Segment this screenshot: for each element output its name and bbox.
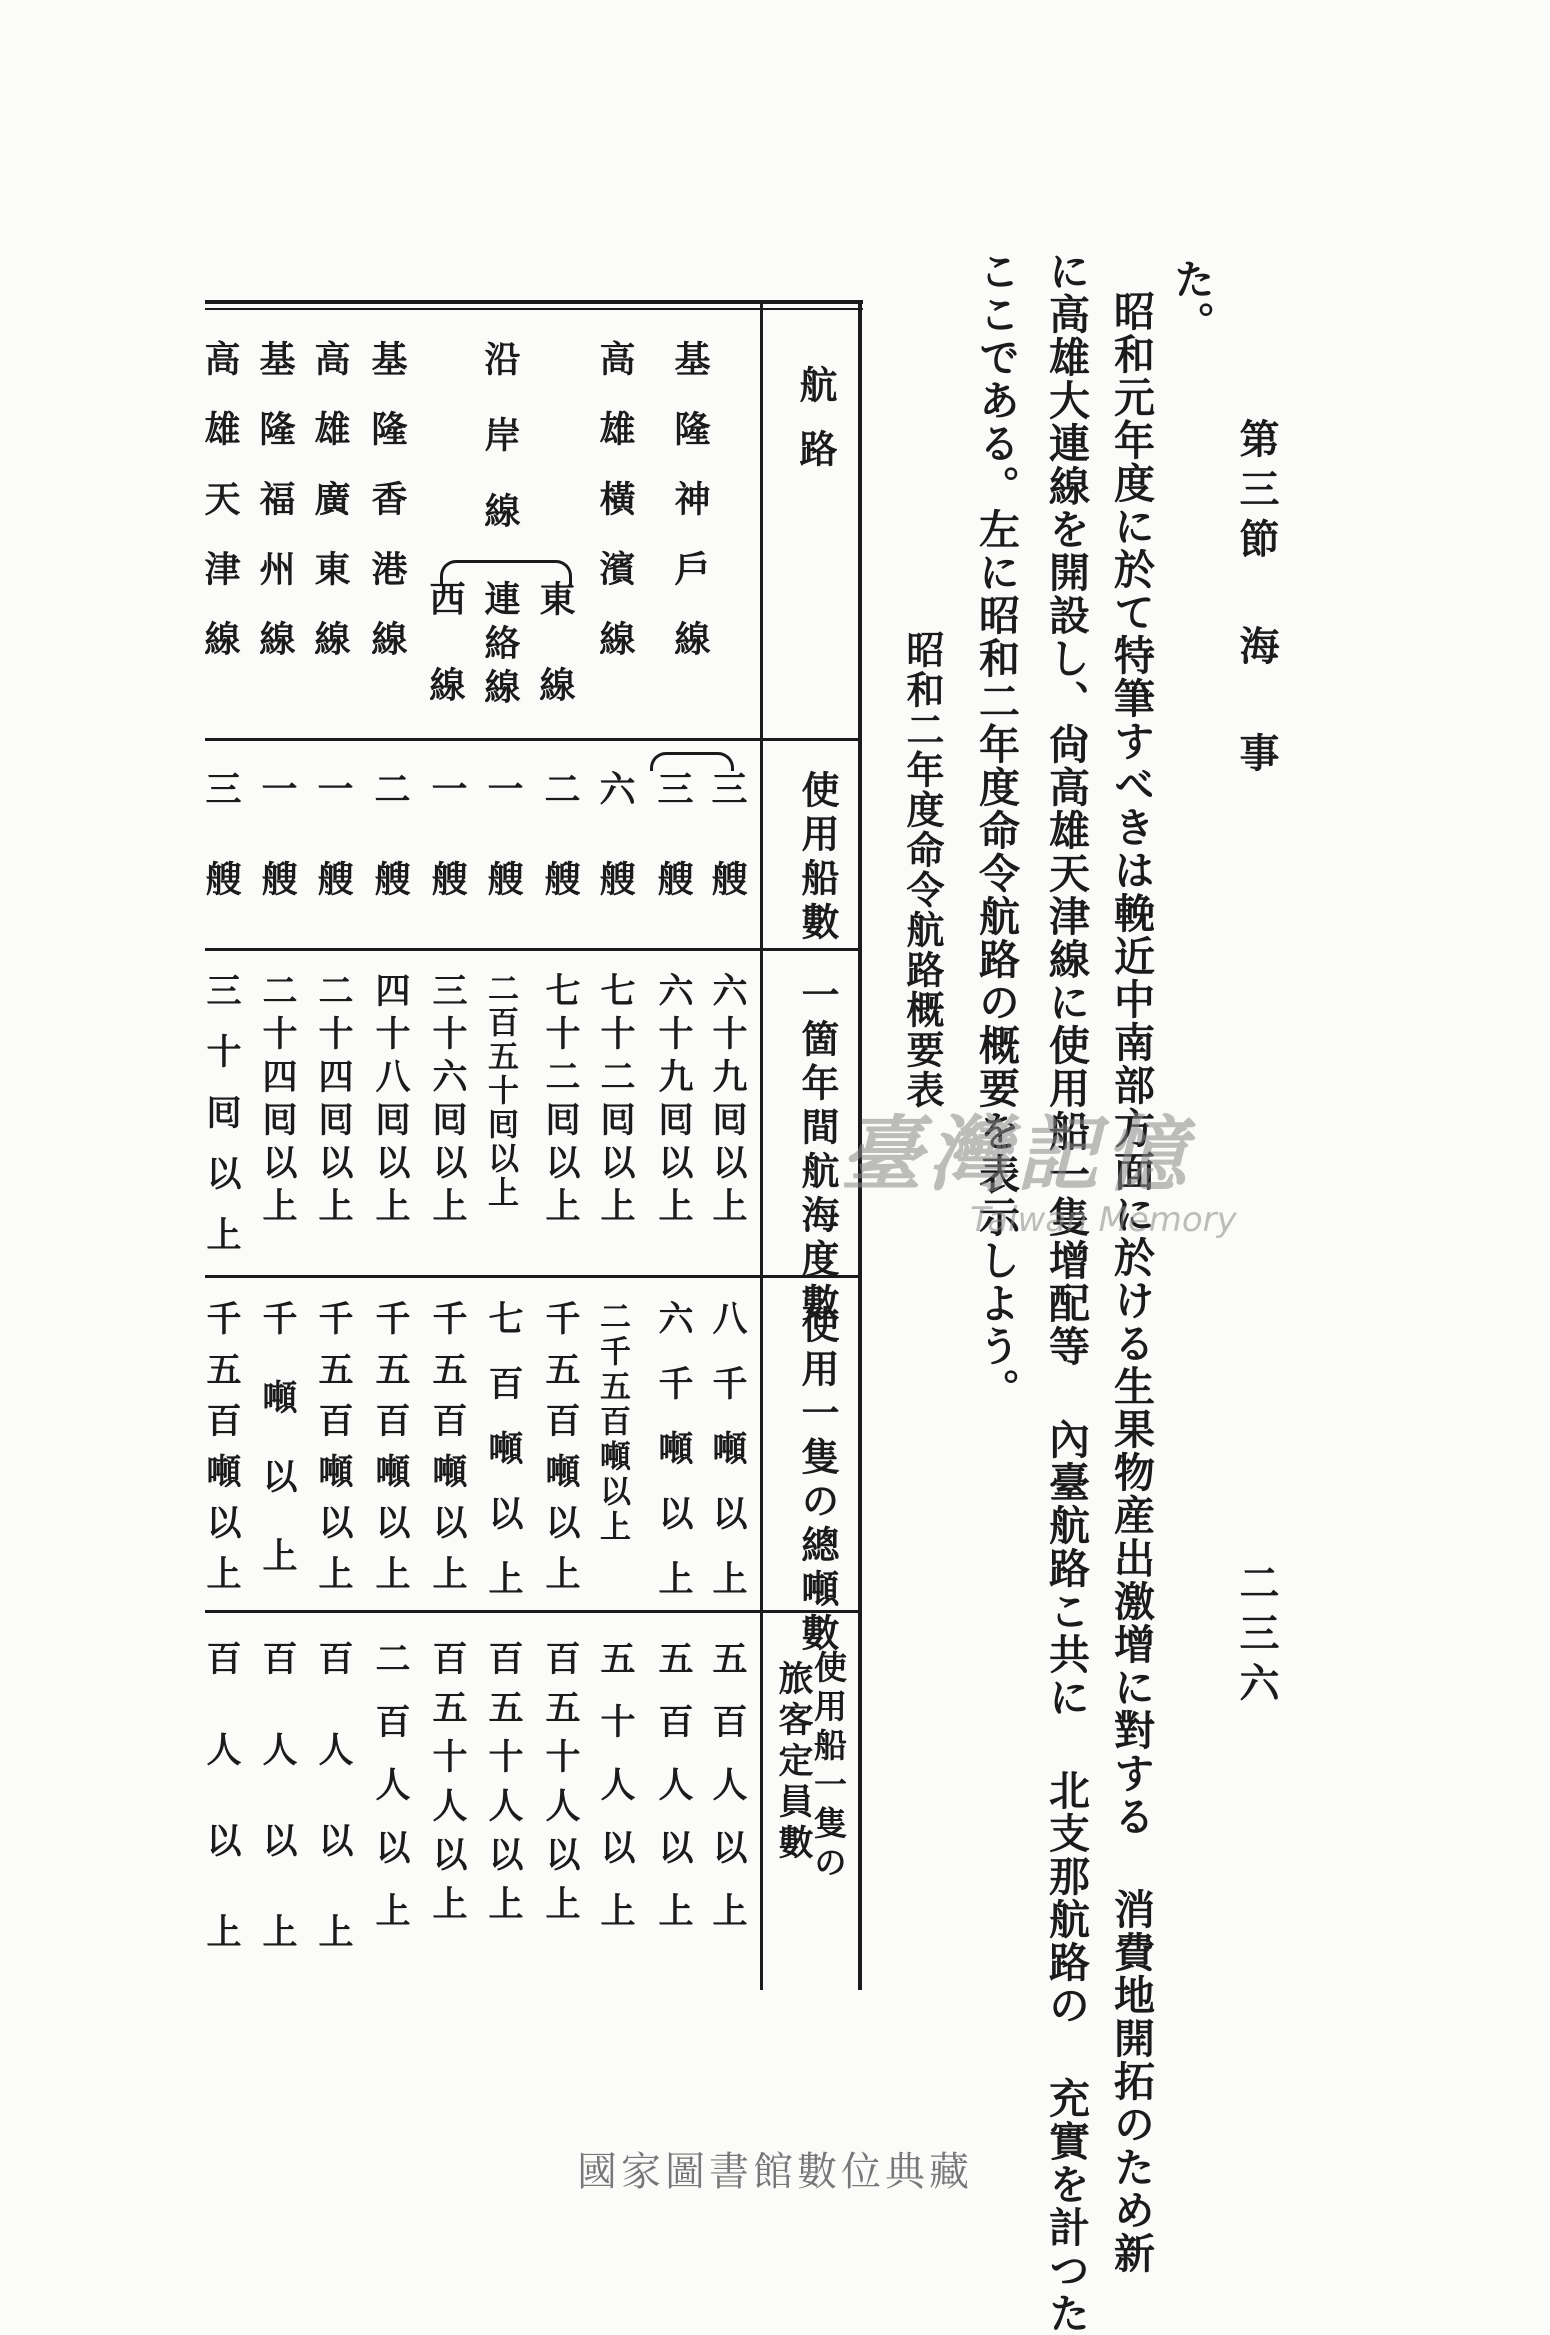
voyages-cell: 二十四囘以上 — [313, 972, 354, 1230]
passengers-cell: 百五十人以上 — [427, 1640, 468, 1934]
body-line: た。 — [1167, 258, 1215, 344]
ships-cell: 三艘 — [706, 770, 748, 950]
tonnage-cell: 千五百噸以上 — [201, 1300, 242, 1606]
voyages-cell: 六十九囘以上 — [653, 972, 694, 1230]
header-route: 航路 — [793, 365, 838, 493]
passengers-cell: 五十人以上 — [595, 1640, 636, 1955]
route-cell: 連絡線 — [479, 580, 521, 712]
watermark-chinese-text: 臺灣記憶 — [840, 1107, 1192, 1203]
voyages-cell: 二百五十囘以上 — [482, 972, 518, 1210]
passengers-cell: 百人以上 — [257, 1640, 298, 2004]
ships-cell: 三艘 — [652, 770, 694, 950]
tonnage-cell: 七百噸以上 — [483, 1300, 524, 1625]
tonnage-cell: 八千噸以上 — [707, 1300, 748, 1625]
table-top-border-2 — [205, 308, 863, 310]
ships-cell: 一艘 — [482, 770, 524, 950]
table-top-border — [205, 300, 863, 304]
tonnage-cell: 六千噸以上 — [653, 1300, 694, 1625]
ships-cell: 一艘 — [426, 770, 468, 950]
ships-cell: 三艘 — [200, 770, 242, 950]
route-cell: 基隆香港線 — [366, 340, 408, 690]
voyages-cell: 三十六囘以上 — [427, 972, 468, 1230]
header-passengers-line2: 旅客定員數 — [773, 1660, 814, 1865]
voyages-cell: 七十二囘以上 — [595, 972, 636, 1230]
passengers-cell: 五百人以上 — [653, 1640, 694, 1955]
page-number: 二三六 — [1233, 1562, 1280, 1712]
route-cell: 高雄廣東線 — [309, 340, 351, 690]
body-line: に高雄大連線を開設し、尙高雄天津線に使用船一隻增配等 內臺航路こ共に 北支那航路の 充實を計つた — [1042, 250, 1090, 2335]
ships-cell: 一艘 — [256, 770, 298, 950]
table-row-divider — [205, 1610, 860, 1613]
voyages-cell: 七十二囘以上 — [540, 972, 581, 1230]
table-row-divider — [205, 1275, 860, 1278]
route-cell: 西線 — [424, 580, 466, 752]
body-line: ここである。左に昭和二年度命令航路の概要を表示しよう。 — [972, 250, 1020, 1411]
watermark-english-text: Taiwan Memory — [970, 1200, 1237, 1240]
ships-cell: 六艘 — [594, 770, 636, 950]
voyages-cell: 三十囘以上 — [201, 972, 242, 1277]
passengers-cell: 百人以上 — [201, 1640, 242, 2004]
header-tonnage: 使用一隻の總噸數 — [795, 1305, 840, 1657]
route-cell: 高雄天津線 — [199, 340, 241, 690]
route-cell: 東線 — [534, 580, 576, 752]
passengers-cell: 百五十人以上 — [540, 1640, 581, 1934]
header-passengers-line1: 使用船一隻の — [809, 1650, 848, 1884]
route-cell: 基隆神戶線 — [669, 340, 711, 690]
tonnage-cell: 千五百噸以上 — [313, 1300, 354, 1606]
passengers-cell: 五百人以上 — [707, 1640, 748, 1955]
ships-cell: 二艘 — [539, 770, 581, 950]
tonnage-cell: 二千五百噸以上 — [594, 1300, 630, 1545]
coastal-group-label: 沿岸線 — [479, 340, 521, 568]
tonnage-cell: 千五百噸以上 — [370, 1300, 411, 1606]
ships-cell: 二艘 — [369, 770, 411, 950]
passengers-cell: 二百人以上 — [370, 1640, 411, 1955]
ships-cell: 一艘 — [312, 770, 354, 950]
tonnage-cell: 千五百噸以上 — [427, 1300, 468, 1606]
taiwan-memory-watermark — [840, 1090, 1260, 1260]
route-cell: 基隆福州線 — [254, 340, 296, 690]
section-header: 第三節 海 事 — [1233, 418, 1280, 782]
table-caption: 昭和二年度命令航路概要表 — [900, 630, 945, 1110]
header-ships: 使用船數 — [795, 770, 840, 946]
voyages-cell: 六十九囘以上 — [707, 972, 748, 1230]
passengers-cell: 百人以上 — [313, 1640, 354, 2004]
passengers-cell: 百五十人以上 — [483, 1640, 524, 1934]
route-cell: 高雄橫濱線 — [594, 340, 636, 690]
voyages-cell: 二十四囘以上 — [257, 972, 298, 1230]
tonnage-cell: 千噸以上 — [257, 1300, 298, 1616]
kobe-brace — [650, 752, 734, 771]
header-voyages: 一箇年間航海度數 — [795, 975, 840, 1327]
table-header-divider — [760, 300, 763, 1990]
library-footer: 國家圖書館數位典藏 — [577, 2149, 973, 2195]
tonnage-cell: 千五百噸以上 — [540, 1300, 581, 1606]
voyages-cell: 四十八囘以上 — [370, 972, 411, 1230]
table-row-divider — [205, 948, 860, 951]
body-line: 昭和元年度に於て特筆すべきは輓近中南部方面に於ける生果物産出激增に對する 消費地開拓のため新 — [1107, 290, 1155, 2275]
